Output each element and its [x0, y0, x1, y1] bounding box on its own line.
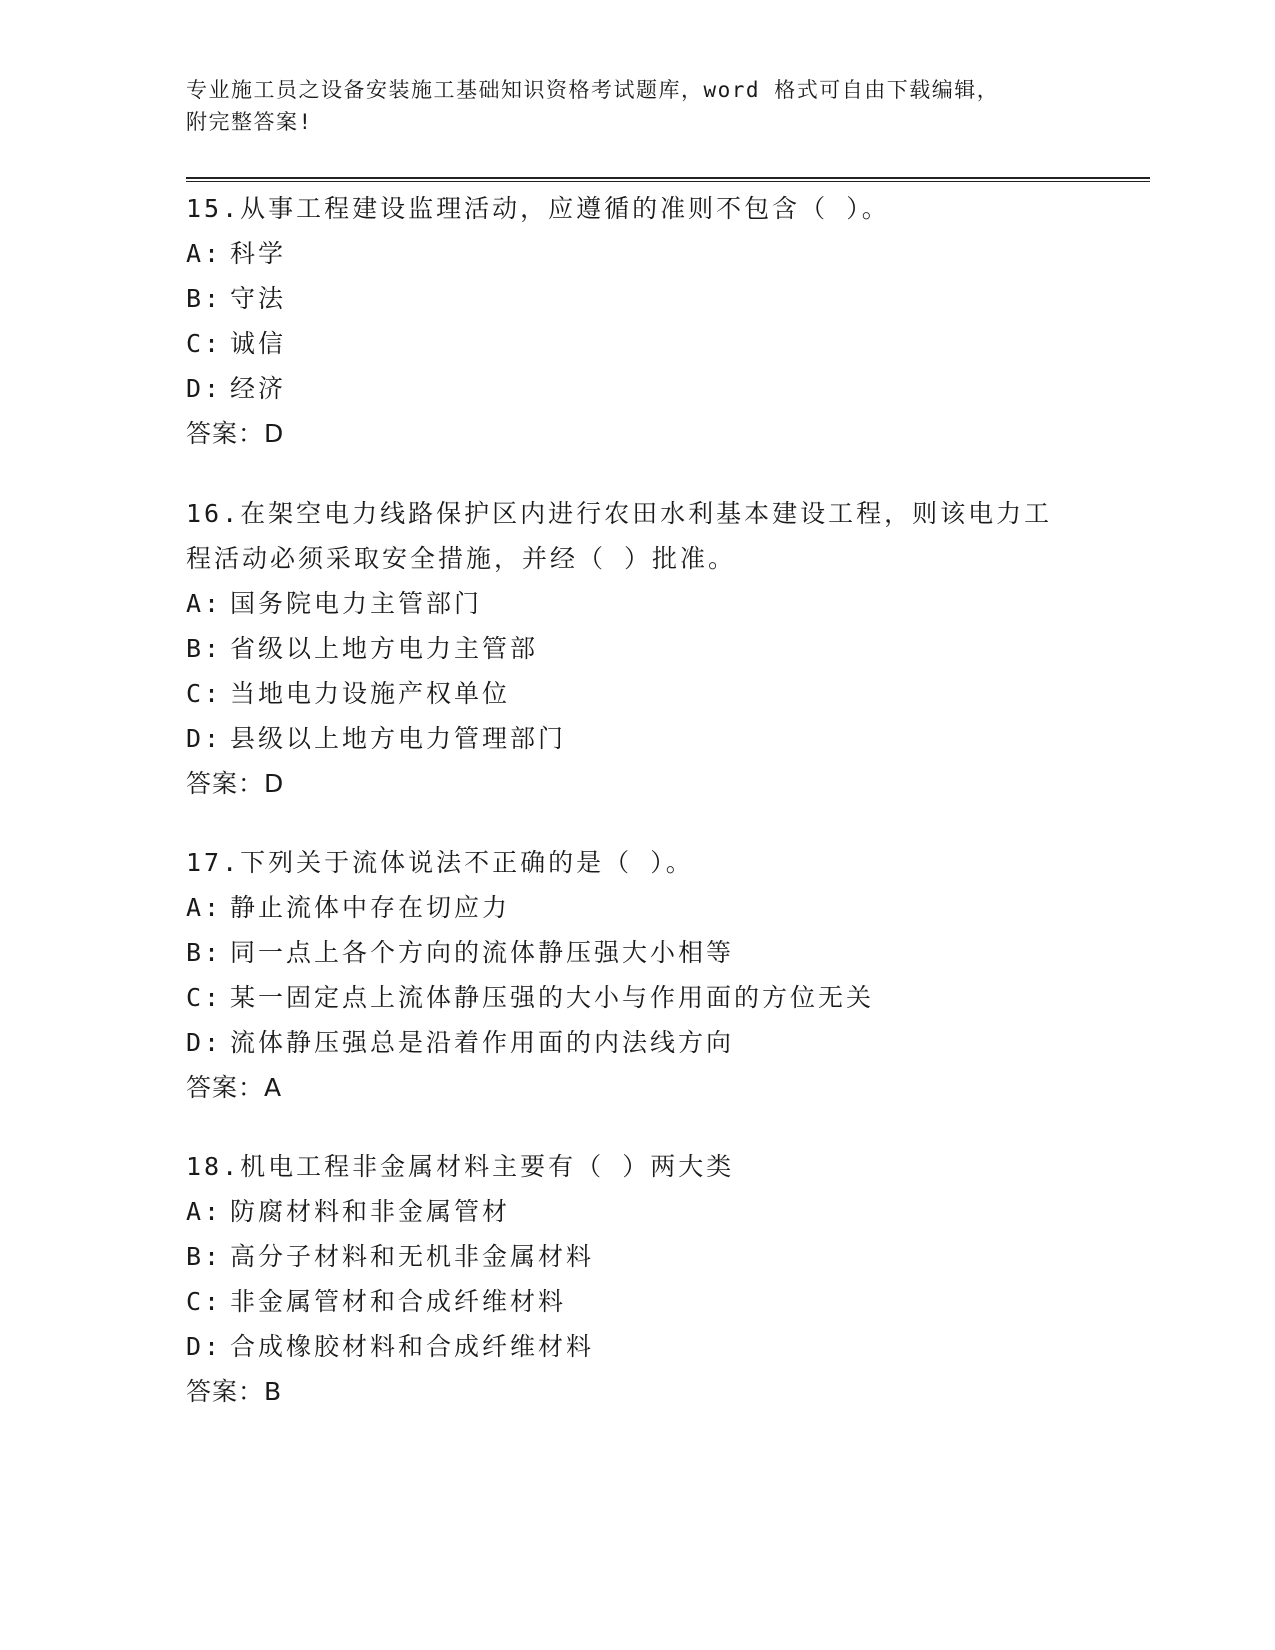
option-letter: D:	[186, 1332, 223, 1361]
option-a	[186, 1189, 1086, 1234]
question-stem-line-1: 16.在架空电力线路保护区内进行农田水利基本建设工程，则该电力工	[186, 499, 1053, 528]
option-b	[186, 626, 1086, 671]
option-text: 科学	[230, 239, 287, 268]
option-c	[186, 1279, 1086, 1324]
option-a	[186, 231, 1086, 276]
option-c	[186, 671, 1086, 716]
option-c	[186, 975, 1086, 1020]
header-line-1: 专业施工员之设备安装施工基础知识资格考试题库，word 格式可自由下载编辑，	[186, 78, 1000, 102]
option-text: 守法	[230, 284, 287, 313]
option-letter: A:	[186, 1197, 223, 1226]
option-letter: A:	[186, 893, 223, 922]
question-18	[186, 1144, 1086, 1414]
question-17	[186, 840, 1086, 1110]
option-text: 非金属管材和合成纤维材料	[230, 1287, 567, 1316]
header-divider-thick	[186, 177, 1150, 179]
header-line-2: 附完整答案!	[186, 110, 313, 134]
question-stem: 17.下列关于流体说法不正确的是（ ）。	[186, 848, 694, 877]
option-a	[186, 581, 1086, 626]
answer-line: 答案：A	[186, 1073, 283, 1102]
option-text: 防腐材料和非金属管材	[230, 1197, 511, 1226]
answer-line: 答案：D	[186, 769, 285, 798]
option-b	[186, 930, 1086, 975]
option-d	[186, 716, 1086, 761]
option-letter: D:	[186, 724, 223, 753]
option-letter: B:	[186, 634, 223, 663]
option-letter: C:	[186, 983, 223, 1012]
option-text: 诚信	[230, 329, 287, 358]
option-b	[186, 1234, 1086, 1279]
option-letter: B:	[186, 938, 223, 967]
question-15	[186, 186, 1086, 456]
option-b	[186, 276, 1086, 321]
option-c	[186, 321, 1086, 366]
option-letter: C:	[186, 329, 223, 358]
option-text: 经济	[230, 374, 287, 403]
option-text: 当地电力设施产权单位	[230, 679, 511, 708]
answer-line: 答案：B	[186, 1377, 283, 1406]
option-letter: B:	[186, 1242, 223, 1271]
option-text: 高分子材料和无机非金属材料	[230, 1242, 595, 1271]
document-header	[186, 74, 1066, 138]
option-letter: A:	[186, 239, 223, 268]
option-text: 某一固定点上流体静压强的大小与作用面的方位无关	[230, 983, 875, 1012]
option-text: 国务院电力主管部门	[230, 589, 483, 618]
answer-line: 答案：D	[186, 419, 285, 448]
option-d	[186, 1324, 1086, 1369]
option-letter: A:	[186, 589, 223, 618]
option-text: 静止流体中存在切应力	[230, 893, 511, 922]
question-stem: 15.从事工程建设监理活动，应遵循的准则不包含（ ）。	[186, 194, 890, 223]
option-letter: D:	[186, 374, 223, 403]
option-text: 县级以上地方电力管理部门	[230, 724, 567, 753]
option-letter: C:	[186, 679, 223, 708]
option-d	[186, 1020, 1086, 1065]
option-letter: B:	[186, 284, 223, 313]
option-text: 流体静压强总是沿着作用面的内法线方向	[230, 1028, 735, 1057]
option-text: 省级以上地方电力主管部	[230, 634, 539, 663]
question-stem: 18.机电工程非金属材料主要有（ ）两大类	[186, 1152, 735, 1181]
option-a	[186, 885, 1086, 930]
header-divider-thin	[186, 181, 1150, 182]
option-text: 合成橡胶材料和合成纤维材料	[230, 1332, 595, 1361]
option-text: 同一点上各个方向的流体静压强大小相等	[230, 938, 735, 967]
option-letter: C:	[186, 1287, 223, 1316]
question-16	[186, 491, 1086, 806]
question-stem-line-2: 程活动必须采取安全措施，并经（ ）批准。	[186, 544, 737, 573]
option-letter: D:	[186, 1028, 223, 1057]
option-d	[186, 366, 1086, 411]
